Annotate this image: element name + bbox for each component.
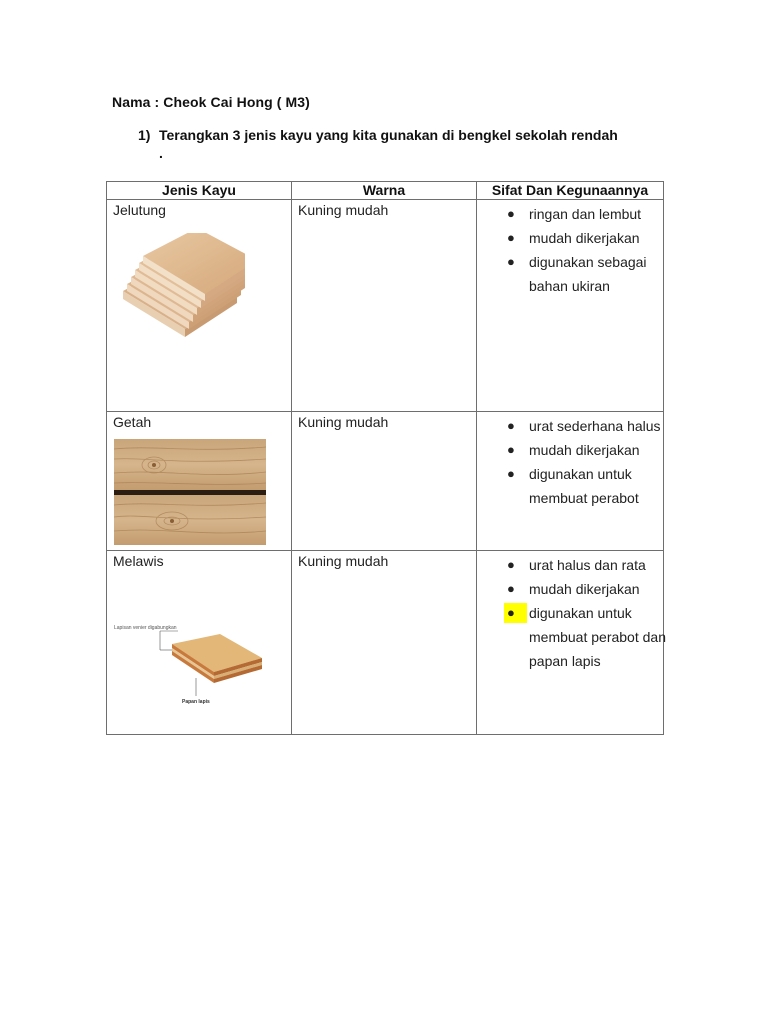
list-item: ● digunakan untuk membuat perabot dan papan lapis bbox=[507, 601, 669, 673]
cell-jenis bbox=[107, 551, 292, 735]
getah-image bbox=[107, 439, 291, 545]
bullet-icon: ● bbox=[507, 466, 515, 481]
table-row bbox=[107, 551, 664, 735]
properties-list bbox=[477, 551, 666, 673]
plywood-caption: Papan lapis bbox=[182, 699, 210, 705]
bullet-icon: ● bbox=[507, 254, 515, 269]
cell-jenis bbox=[107, 412, 292, 551]
list-item: ● urat sederhana halus bbox=[507, 414, 669, 438]
rubberwood-planks-image bbox=[114, 439, 266, 545]
wood-color: Kuning mudah bbox=[298, 202, 389, 218]
student-name-line: Nama : Cheok Cai Hong ( M3) bbox=[112, 94, 310, 110]
highlighted-bullet-icon: ● bbox=[504, 603, 527, 623]
list-item: ● digunakan untuk membuat perabot bbox=[507, 462, 669, 510]
properties-list bbox=[477, 412, 663, 510]
bullet-icon: ● bbox=[507, 230, 515, 245]
header-sifat-kegunaan: Sifat Dan Kegunaannya bbox=[477, 182, 664, 200]
plywood-diagram-image bbox=[112, 614, 272, 734]
question-trailing-dot: . bbox=[159, 145, 163, 161]
bullet-icon: ● bbox=[507, 557, 515, 572]
wood-name: Jelutung bbox=[113, 202, 166, 218]
wood-name: Melawis bbox=[113, 553, 164, 569]
cell-sifat bbox=[477, 551, 664, 735]
list-item: ● urat halus dan rata bbox=[507, 553, 669, 577]
wood-color: Kuning mudah bbox=[298, 414, 389, 430]
cell-warna bbox=[292, 551, 477, 735]
table-row bbox=[107, 200, 664, 412]
list-item: ● digunakan sebagai bahan ukiran bbox=[507, 250, 669, 298]
header-warna: Warna bbox=[292, 182, 477, 200]
bullet-icon: ● bbox=[507, 442, 515, 457]
bullet-icon: ● bbox=[507, 206, 515, 221]
stacked-plywood-image bbox=[115, 233, 245, 353]
table-row bbox=[107, 412, 664, 551]
table-header-row bbox=[107, 182, 664, 200]
wood-name: Getah bbox=[113, 414, 152, 430]
veneer-label: Lapisan venier digabungkan bbox=[114, 625, 177, 631]
list-item: ● ringan dan lembut bbox=[507, 202, 669, 226]
cell-warna bbox=[292, 412, 477, 551]
cell-sifat bbox=[477, 200, 664, 412]
bullet-icon: ● bbox=[507, 581, 515, 596]
melawis-image bbox=[107, 614, 291, 734]
properties-list bbox=[477, 200, 663, 298]
cell-warna bbox=[292, 200, 477, 412]
wood-types-table bbox=[106, 181, 664, 735]
cell-jenis bbox=[107, 200, 292, 412]
header-jenis-kayu: Jenis Kayu bbox=[107, 182, 292, 200]
wood-color: Kuning mudah bbox=[298, 553, 389, 569]
question-text: Terangkan 3 jenis kayu yang kita gunakan di bengkel sekolah rendah bbox=[159, 127, 618, 143]
list-item: ● mudah dikerjakan bbox=[507, 226, 669, 250]
list-item: ● mudah dikerjakan bbox=[507, 438, 669, 462]
bullet-icon: ● bbox=[507, 418, 515, 433]
question-number: 1) bbox=[138, 127, 151, 143]
list-item: ● mudah dikerjakan bbox=[507, 577, 669, 601]
cell-sifat bbox=[477, 412, 664, 551]
jelutung-image bbox=[107, 233, 291, 353]
